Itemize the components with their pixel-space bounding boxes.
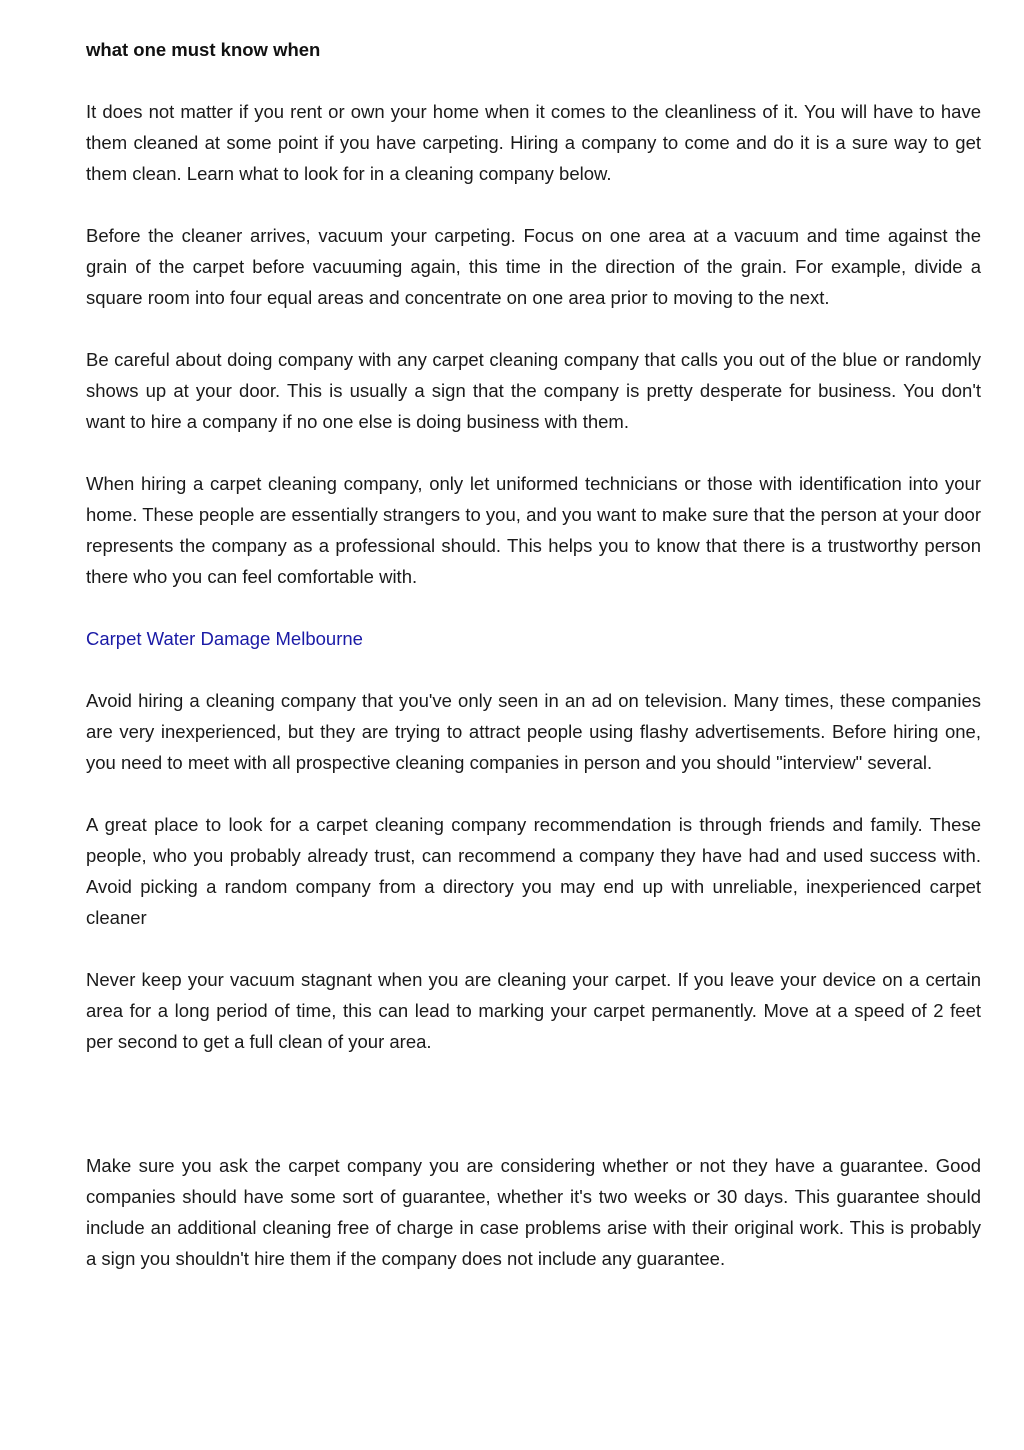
paragraph-vacuum-before: Before the cleaner arrives, vacuum your carpeting. Focus on one area at a vacuum and time against the grain of the carpet before vacuuming again, this time in the direction of the grain. For example, divide a square room into four equal areas and concentrate on one area prior to moving to the next. <box>86 225 981 308</box>
blank-gap <box>86 1088 981 1150</box>
paragraph-guarantee: Make sure you ask the carpet company you are considering whether or not they have a guarantee. Good companies should have some sort of guarantee, whether it's two weeks or 30 days. This guarantee should include an additional cleaning free of charge in case problems arise with their original work. This is probably a sign you shouldn't hire them if the company does not include any guarantee. <box>86 1155 981 1269</box>
paragraph-rent-or-own: It does not matter if you rent or own your home when it comes to the cleanliness of it. You will have to have them cleaned at some point if you have carpeting. Hiring a company to come and do it is a sure way to get them clean. Learn what to look for in a cleaning company below. <box>86 101 981 184</box>
document-page <box>86 34 981 1305</box>
carpet-water-damage-link[interactable]: Carpet Water Damage Melbourne <box>86 628 363 649</box>
paragraph-vacuum-stagnant: Never keep your vacuum stagnant when you are cleaning your carpet. If you leave your device on a certain area for a long period of time, this can lead to marking your carpet permanently. Move at a speed of 2 feet per second to get a full clean of your area. <box>86 969 981 1052</box>
paragraph-uniformed-technicians: When hiring a carpet cleaning company, only let uniformed technicians or those with identification into your home. These people are essentially strangers to you, and you want to make sure that the person at your door represents the company as a professional should. This helps you to know that there is a trustworthy person there who you can feel comfortable with. <box>86 473 981 587</box>
paragraph-friends-family: A great place to look for a carpet cleaning company recommendation is through friends and family. These people, who you probably already trust, can recommend a company they have had and used success with. Avoid picking a random company from a directory you may end up with unreliable, inexperienced carpet cleaner <box>86 814 981 928</box>
paragraph-be-careful: Be careful about doing company with any carpet cleaning company that calls you out of the blue or randomly shows up at your door. This is usually a sign that the company is pretty desperate for business. You don't want to hire a company if no one else is doing business with them. <box>86 349 981 432</box>
document-title: what one must know when <box>86 39 321 60</box>
paragraph-avoid-tv-ads: Avoid hiring a cleaning company that you've only seen in an ad on television. Many times, these companies are very inexperienced, but they are trying to attract people using flashy advertisements. Before hiring one, you need to meet with all prospective cleaning companies in person and you should "interview" several. <box>86 690 981 773</box>
